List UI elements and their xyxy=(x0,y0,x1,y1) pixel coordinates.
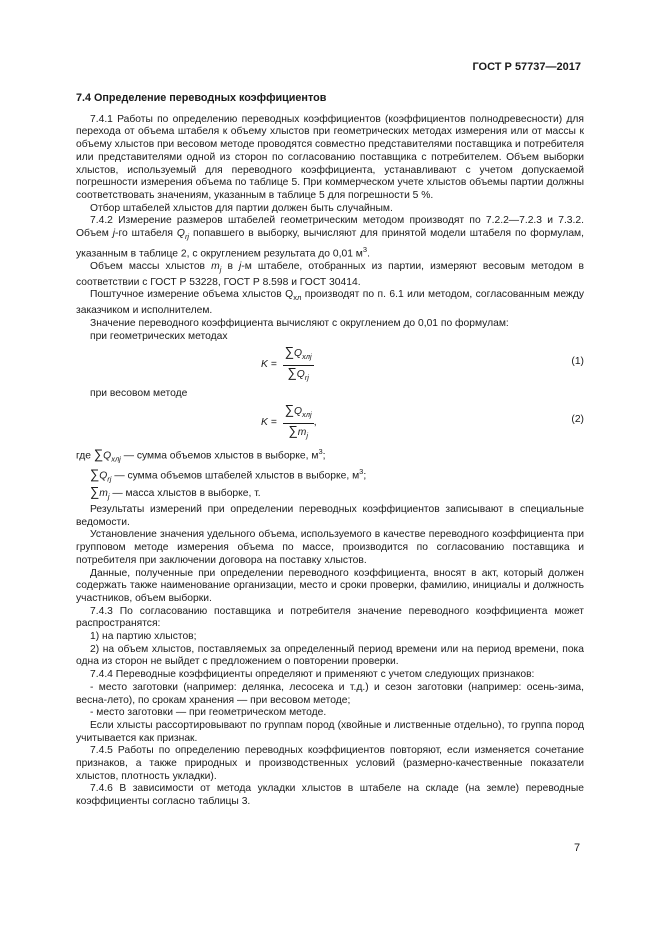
formula-1-expression xyxy=(261,346,314,385)
text-run: где xyxy=(76,450,94,462)
formula-tail: , xyxy=(313,416,317,428)
subscript: j xyxy=(107,492,110,502)
var-q: Q xyxy=(99,470,108,482)
formula-2 xyxy=(76,401,584,440)
paragraph-results: Результаты измерений при определении переводных коэффициентов записывают в специальные ведомости. xyxy=(76,504,584,528)
paragraph-7-4-4: 7.4.4 Переводные коэффициенты определяют и применяют с учетом следующих признаков: xyxy=(90,669,535,681)
paragraph-7-4-3: 7.4.3 По согласованию поставщика и потребителя значение переводного коэффициента может распространятся: xyxy=(76,605,584,630)
paragraph-7-4-6: 7.4.6 В зависимости от метода укладки хлыстов в штабеле на складе (на земле) переводные коэффициенты согласно таблицы 3. xyxy=(76,783,584,808)
equation-number: (1) xyxy=(571,356,584,368)
subscript: rj xyxy=(107,474,112,484)
subscript: хл xyxy=(293,293,302,303)
var-q: Q xyxy=(176,228,185,240)
sigma-symbol: ∑ xyxy=(287,364,297,380)
equation-number: (2) xyxy=(571,413,584,425)
text-run: — масса хлыстов в выборке, т. xyxy=(109,488,261,500)
formula-lhs: K = xyxy=(261,416,277,428)
paragraph-specific-volume: Установление значения удельного объема, используемого в качестве переводного коэффициента при групповом методе измерения объема по массе, производится по согласованию поставщика и потребителя при заключении договора на поставку хлыстов. xyxy=(76,529,584,566)
sigma-symbol: ∑ xyxy=(90,466,100,482)
text-run: 7.4.2 Измерение размеров штабелей геометрическим методом производят по 7.2.2—7.2.3 и 7.3.2. Объем xyxy=(76,215,584,240)
subscript: j xyxy=(219,264,222,274)
paragraph-7-4-2 xyxy=(76,215,584,261)
text-run: — сумма объемов штабелей хлыстов в выборке, м xyxy=(111,470,360,482)
numerator xyxy=(283,401,314,424)
paragraph-act: Данные, полученные при определении переводного коэффициента, вносят в акт, который должен содержать также наименование организации, место и сроки проверки, фамилию, инициалы и должность участников, объем выборки. xyxy=(76,567,584,604)
text-run: — сумма объемов хлыстов в выборке, м xyxy=(120,450,319,462)
denominator xyxy=(288,424,308,443)
text-run: Поштучное измерение объема хлыстов Q xyxy=(90,289,294,301)
text-run: попавшего в выборку, вычисляют для принятой модели штабеля по формулам, указанным в таблице 2, с округлением результата до 0,01 м xyxy=(76,228,584,260)
label-weight: при весовом методе xyxy=(90,388,188,400)
sigma-symbol: ∑ xyxy=(288,422,298,438)
fraction xyxy=(283,401,314,443)
subscript: rj xyxy=(304,373,309,383)
var-j: j xyxy=(112,228,116,240)
superscript: 3 xyxy=(362,244,368,254)
fraction xyxy=(283,346,314,385)
sigma-symbol: ∑ xyxy=(90,484,100,500)
text-run: производят по п. 6.1 или методом, согласованным между заказчиком и исполнителем. xyxy=(76,289,584,317)
list-item-1: 1) на партию хлыстов; xyxy=(90,631,197,643)
section-title: 7.4 Определение переводных коэффициентов xyxy=(76,92,327,104)
var-q: Q xyxy=(294,405,303,417)
text-run: ; xyxy=(363,470,367,482)
superscript: 3 xyxy=(359,467,364,477)
paragraph-mass xyxy=(76,261,584,289)
text-run: -го штабеля xyxy=(115,228,177,240)
list-item-dash-2: - место заготовки — при геометрическом методе. xyxy=(90,707,327,719)
denominator xyxy=(287,366,308,385)
subscript: хлj xyxy=(302,409,312,419)
paragraph-coefficient: Значение переводного коэффициента вычисляют с округлением до 0,01 по формулам: xyxy=(90,317,509,329)
label-geometric: при геометрических методах xyxy=(90,330,228,342)
text-run: в xyxy=(221,260,240,272)
var-q: Q xyxy=(103,450,112,462)
page-number: 7 xyxy=(574,842,581,854)
document-id: ГОСТ Р 57737—2017 xyxy=(472,61,581,73)
definition-1 xyxy=(76,446,584,466)
var-m: m xyxy=(99,488,108,500)
definitions xyxy=(76,446,584,504)
sigma-symbol: ∑ xyxy=(93,446,104,462)
paragraph-7-4-5: 7.4.5 Работы по определению переводных коэффициентов повторяют, если изменяется сочетание признаков, а также природных и производственных условий (размерно-качественные показатели хлыстов, плотность укладки). xyxy=(76,745,584,782)
paragraph-sampling: Отбор штабелей хлыстов для партии должен быть случайным. xyxy=(90,202,393,214)
subscript: хлj xyxy=(111,454,121,464)
text-run: . xyxy=(367,248,370,260)
formula-lhs: K = xyxy=(261,359,277,371)
var-m: m xyxy=(211,260,220,272)
formula-1 xyxy=(76,344,584,383)
superscript: 3 xyxy=(318,446,323,456)
var-q: Q xyxy=(294,348,303,360)
list-item-dash-1: - место заготовки (например: делянка, лесосека и т.д.) и сезон заготовки (например: осень-зима, весна-лето), по срокам хранения — при весовом методе; xyxy=(76,681,584,706)
definition-3 xyxy=(76,486,584,504)
subscript: хлj xyxy=(302,352,312,362)
subscript: rj xyxy=(184,232,190,242)
var-q: Q xyxy=(296,368,305,380)
text-run: ; xyxy=(322,450,326,462)
paragraph-7-4-1: 7.4.1 Работы по определению переводных коэффициентов (коэффициентов полнодревесности) для перехода от объема штабеля к объему хлыстов при геометрических методах измерения или от массы к объему хлыстов при весовом методе проводятся совместно представителями поставщика и потребителя или представителями одной из сторон по согласованию поставщика с потребителем. Объем выборки хлыстов, используемый для переводного коэффициента, устанавливают с учетом допускаемой погрешности измерения объема по таблице 5. При коммерческом учете хлыстов объемы партии должны соответствовать значениям, указанным в таблице 5 для погрешности 5 %. xyxy=(76,113,584,201)
var-m: m xyxy=(297,426,307,438)
paragraph-species: Если хлысты рассортировывают по группам пород (хвойные и лиственные отдельно), то группа пород учитывается как признак. xyxy=(76,719,584,744)
sigma-symbol: ∑ xyxy=(284,344,295,360)
text-run: -м штабеле, отобранных из партии, измеряют весовым методом в соответствии с ГОСТ Р 53228, ГОСТ Р 8.598 и ГОСТ 30414. xyxy=(76,260,584,288)
list-item-2: 2) на объем хлыстов, поставляемых за определенный период времени или на период времени, пока одна из сторон не выйдет с предложением о повторении проверки. xyxy=(76,643,584,668)
page-content xyxy=(76,92,584,809)
sigma-symbol: ∑ xyxy=(284,401,295,417)
text-run: Объем массы хлыстов xyxy=(90,260,212,272)
subscript: j xyxy=(306,430,308,440)
paragraph-piecewise xyxy=(76,289,584,317)
numerator xyxy=(283,346,314,366)
definition-2 xyxy=(76,466,584,486)
var-j: j xyxy=(239,260,242,272)
formula-2-expression xyxy=(261,401,317,443)
